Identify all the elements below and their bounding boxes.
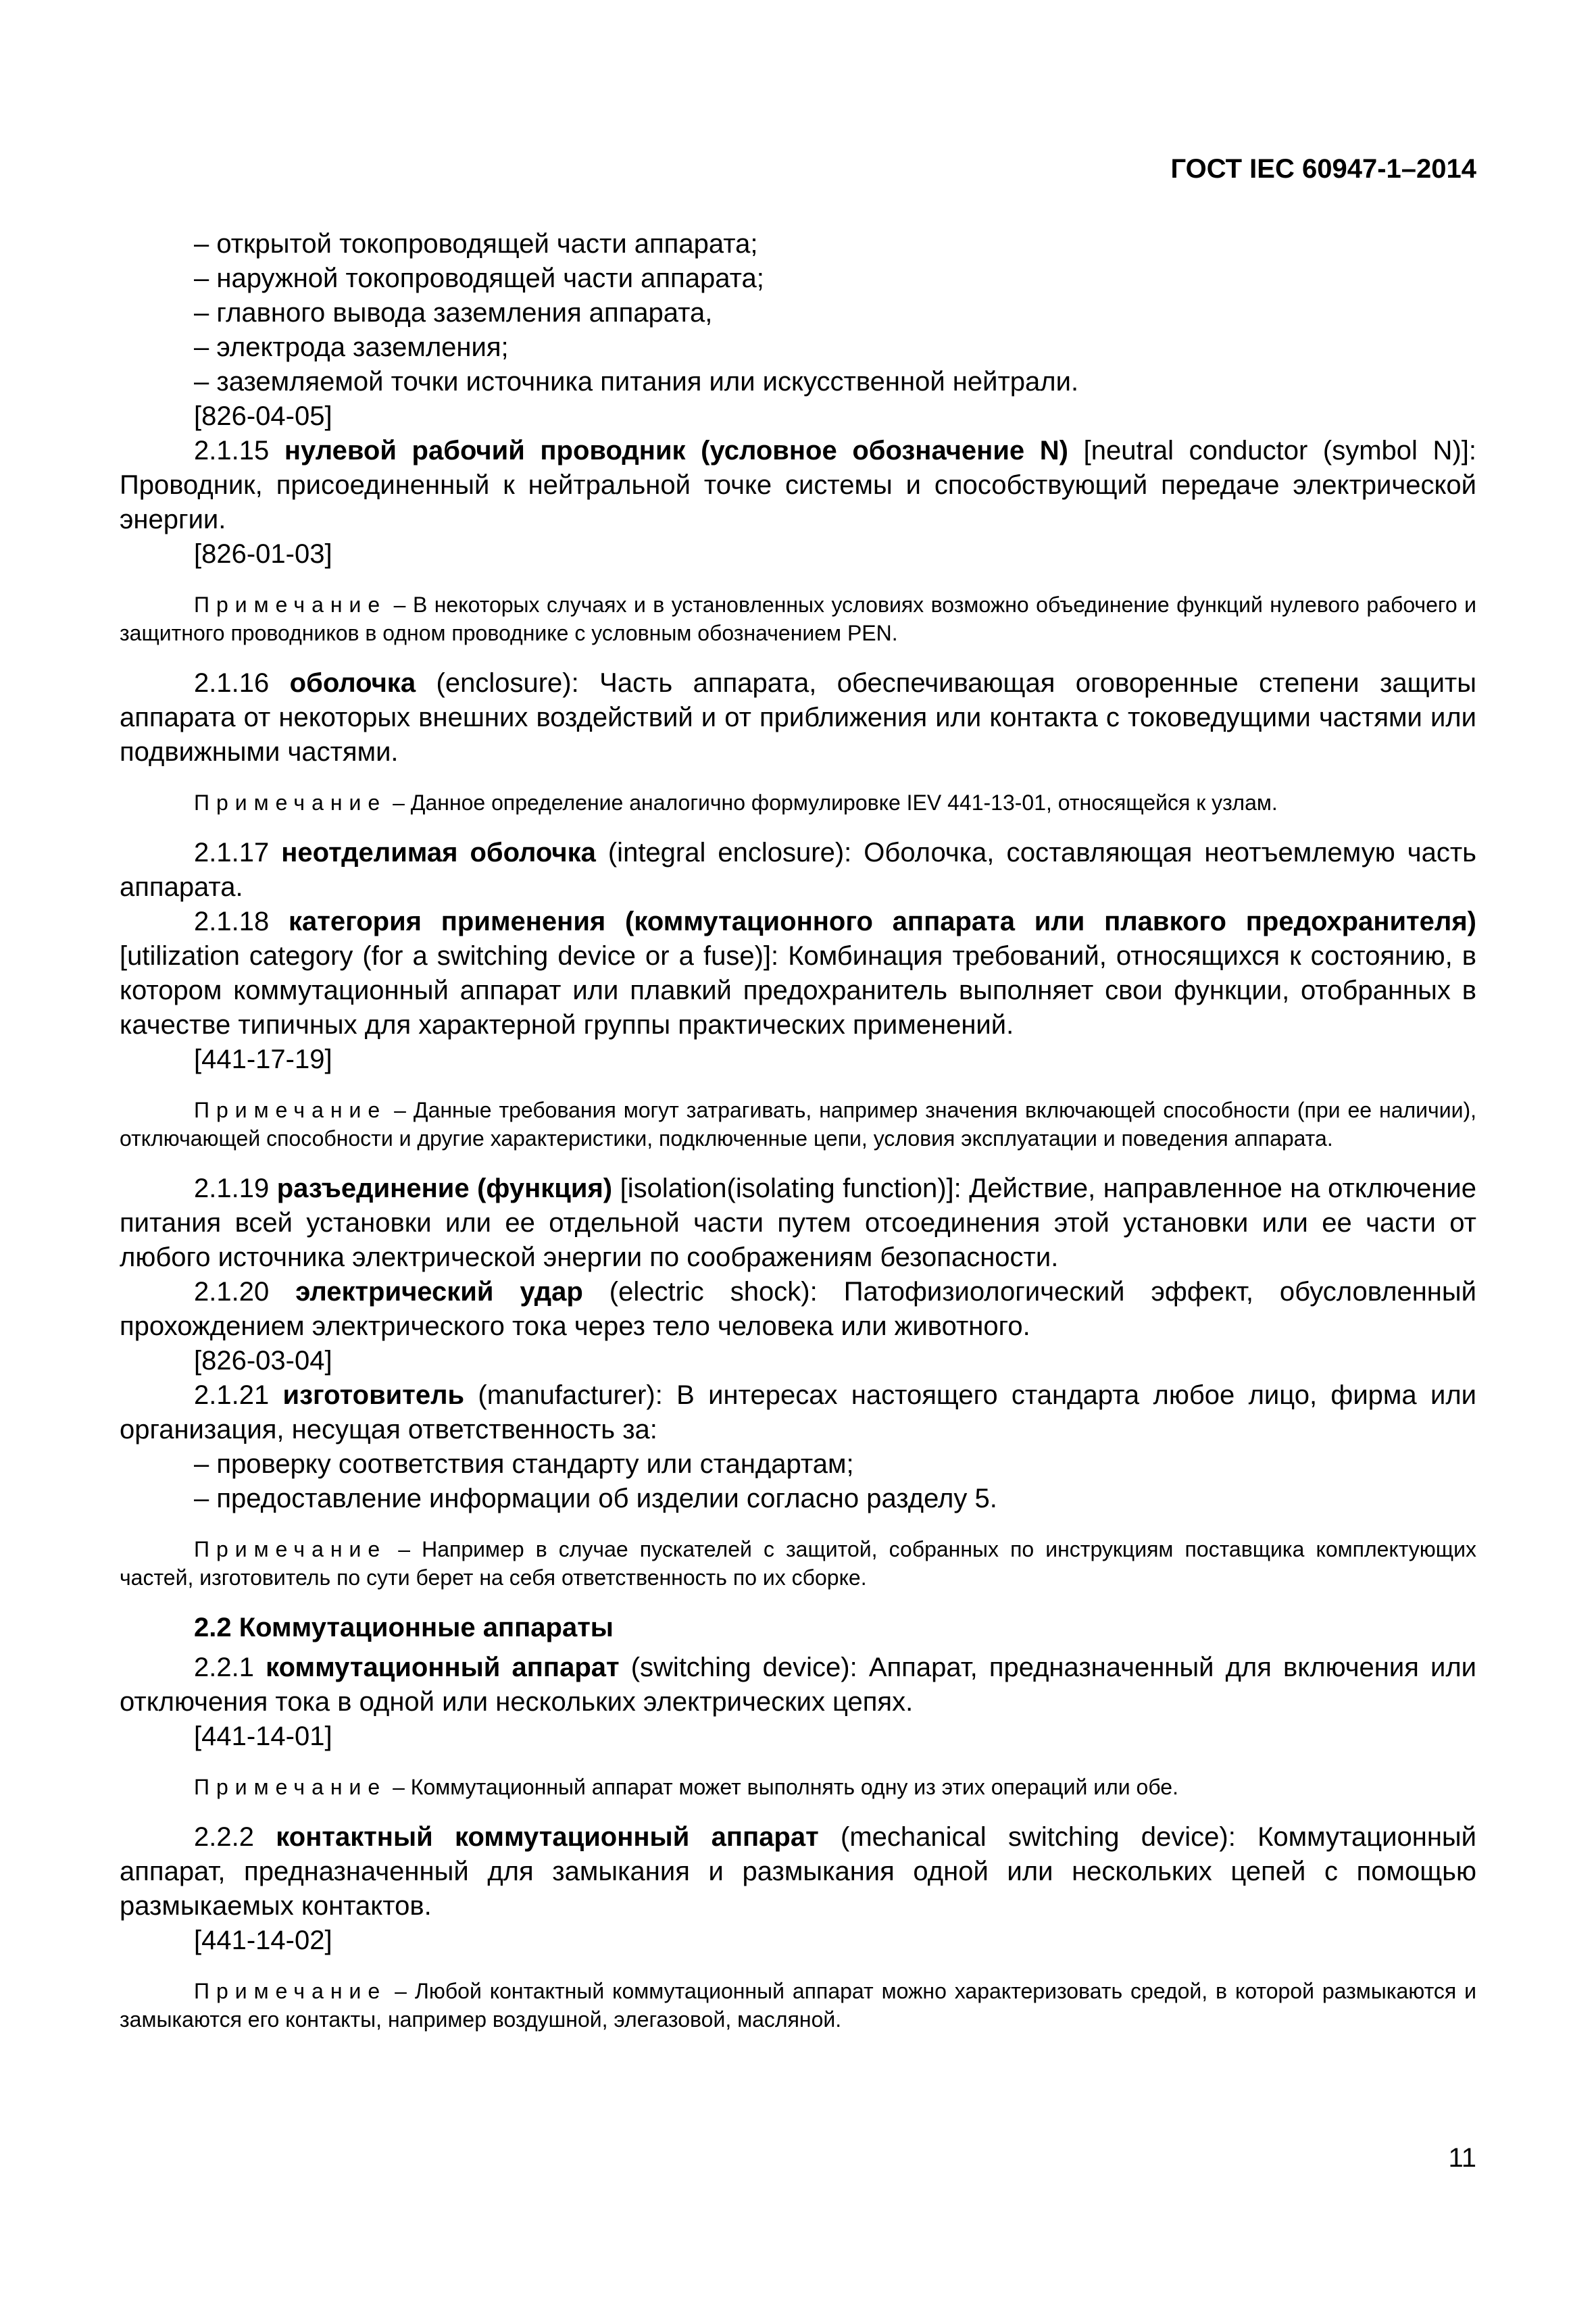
term-definition-2-1-19 — [120, 1172, 1476, 1275]
term: нулевой рабочий проводник (условное обозначение N) — [284, 436, 1068, 466]
term: электрический удар — [295, 1277, 583, 1307]
list-item: – заземляемой точки источника питания или искусственной нейтрали. — [194, 367, 1079, 397]
term: изготовитель — [282, 1380, 465, 1410]
note-label: Примечание — [194, 1979, 387, 2003]
note-label: Примечание — [194, 1098, 387, 1122]
reference: [826-04-05] — [194, 401, 332, 431]
note-text: – Данное определение аналогично формулировке IEV 441-13-01, относящейся к узлам. — [386, 790, 1278, 815]
note — [120, 1977, 1476, 2034]
reference: [441-14-02] — [194, 1926, 332, 1955]
note-label: Примечание — [194, 593, 387, 617]
term-definition-2-1-15 — [120, 434, 1476, 537]
term: неотделимая оболочка — [281, 838, 596, 867]
note-text: – Коммутационный аппарат может выполнять одну из этих операций или обе. — [386, 1775, 1178, 1799]
term: разъединение (функция) — [276, 1174, 613, 1203]
note-label: Примечание — [194, 1775, 387, 1799]
term-definition-2-2-1 — [120, 1651, 1476, 1719]
clause-number: 2.1.19 — [194, 1174, 277, 1203]
clause-number: 2.2.1 — [194, 1653, 266, 1682]
definition-text: (enclosure): Часть аппарата, обеспечивающая оговоренные степени защиты аппарата от некоторых внешних воздействий и от приближения или контакта с токоведущими частями или подвижными частями. — [120, 668, 1476, 767]
note — [120, 1773, 1476, 1801]
clause-number: 2.2.2 — [194, 1822, 276, 1852]
term: оболочка — [289, 668, 416, 698]
definition-text: [utilization category (for a switching device or a fuse)]: Комбинация требований, относящихся к состоянию, в котором коммутационный аппарат или плавкий предохранитель выполняет свои функции, отобранных в качестве типичных для характерной группы практических применений. — [120, 941, 1476, 1040]
term-definition-2-2-2 — [120, 1820, 1476, 1923]
clause-number: 2.1.16 — [194, 668, 290, 698]
note-text: – В некоторых случаях и в установленных условиях возможно объединение функций нулевого рабочего и защитного проводников в одном проводнике с условным обозначением PEN. — [120, 593, 1476, 645]
term: контактный коммутационный аппарат — [276, 1822, 819, 1852]
term-definition-2-1-17 — [120, 836, 1476, 905]
clause-number: 2.1.18 — [194, 907, 289, 936]
note-text: – Например в случае пускателей с защитой, собранных по инструкциям поставщика комплектующих частей, изготовитель по сути берет на себя ответственность по их сборке. — [120, 1537, 1476, 1590]
note — [120, 1535, 1476, 1592]
reference: [826-01-03] — [194, 539, 332, 569]
reference: [441-17-19] — [194, 1045, 332, 1074]
document-body — [120, 227, 1476, 2053]
term-definition-2-1-18 — [120, 905, 1476, 1042]
note — [120, 590, 1476, 647]
term-definition-2-1-21 — [120, 1378, 1476, 1447]
note-text: – Любой контактный коммутационный аппарат можно характеризовать средой, в которой размыкаются и замыкаются его контакты, например воздушной, элегазовой, масляной. — [120, 1979, 1476, 2032]
list-item: – проверку соответствия стандарту или стандартам; — [194, 1449, 854, 1479]
clause-number: 2.1.17 — [194, 838, 282, 867]
list-item: – открытой токопроводящей части аппарата; — [194, 229, 758, 259]
definition-text: (integral enclosure): Оболочка, составляющая неотъемлемую часть аппарата. — [120, 838, 1476, 902]
note — [120, 788, 1476, 817]
term-definition-2-1-20 — [120, 1275, 1476, 1344]
list-item: – электрода заземления; — [194, 332, 509, 362]
term: коммутационный аппарат — [266, 1653, 620, 1682]
reference: [441-14-01] — [194, 1721, 332, 1751]
term: категория применения (коммутационного аппарата или плавкого предохранителя) — [288, 907, 1476, 936]
note-label: Примечание — [194, 790, 387, 815]
definition-text: [isolation(isolating function)]: Действие, направленное на отключение питания всей установки или ее отдельной части путем отсоединения этой установки или ее части от любого источника электрической энергии по соображениям безопасности. — [120, 1174, 1476, 1272]
definition-text: (switching device): Аппарат, предназначенный для включения или отключения тока в одной или нескольких электрических цепях. — [120, 1653, 1477, 1717]
list-item: – наружной токопроводящей части аппарата; — [194, 263, 764, 293]
list-item: – главного вывода заземления аппарата, — [194, 298, 713, 328]
reference: [826-03-04] — [194, 1346, 332, 1376]
term-definition-2-1-16 — [120, 666, 1476, 770]
clause-number: 2.1.15 — [194, 436, 284, 466]
definition-text: (mechanical switching device): Коммутационный аппарат, предназначенный для замыкания и размыкания одной или нескольких цепей с помощью размыкаемых контактов. — [120, 1822, 1476, 1921]
note-label: Примечание — [194, 1537, 387, 1561]
clause-number: 2.1.21 — [194, 1380, 283, 1410]
list-item: – предоставление информации об изделии согласно разделу 5. — [194, 1484, 997, 1513]
standard-designation: ГОСТ IEC 60947-1–2014 — [1170, 154, 1476, 184]
note-text: – Данные требования могут затрагивать, например значения включающей способности (при ее наличии), отключающей способности и другие характеристики, подключенные цепи, условия эксплуатации и поведения аппарата. — [120, 1098, 1476, 1151]
note — [120, 1096, 1476, 1153]
clause-number: 2.1.20 — [194, 1277, 296, 1307]
definition-text: (manufacturer): В интересах настоящего стандарта любое лицо, фирма или организация, несущая ответственность за: — [120, 1380, 1477, 1444]
section-heading-2-2: 2.2 Коммутационные аппараты — [194, 1613, 614, 1642]
definition-text: (electric shock): Патофизиологический эффект, обусловленный прохождением электрического тока через тело человека или животного. — [120, 1277, 1476, 1341]
page-number: 11 — [1448, 2143, 1476, 2173]
definition-text: [neutral conductor (symbol N)]: Проводник, присоединенный к нейтральной точке системы и способствующий передаче электрической энергии. — [120, 436, 1476, 534]
